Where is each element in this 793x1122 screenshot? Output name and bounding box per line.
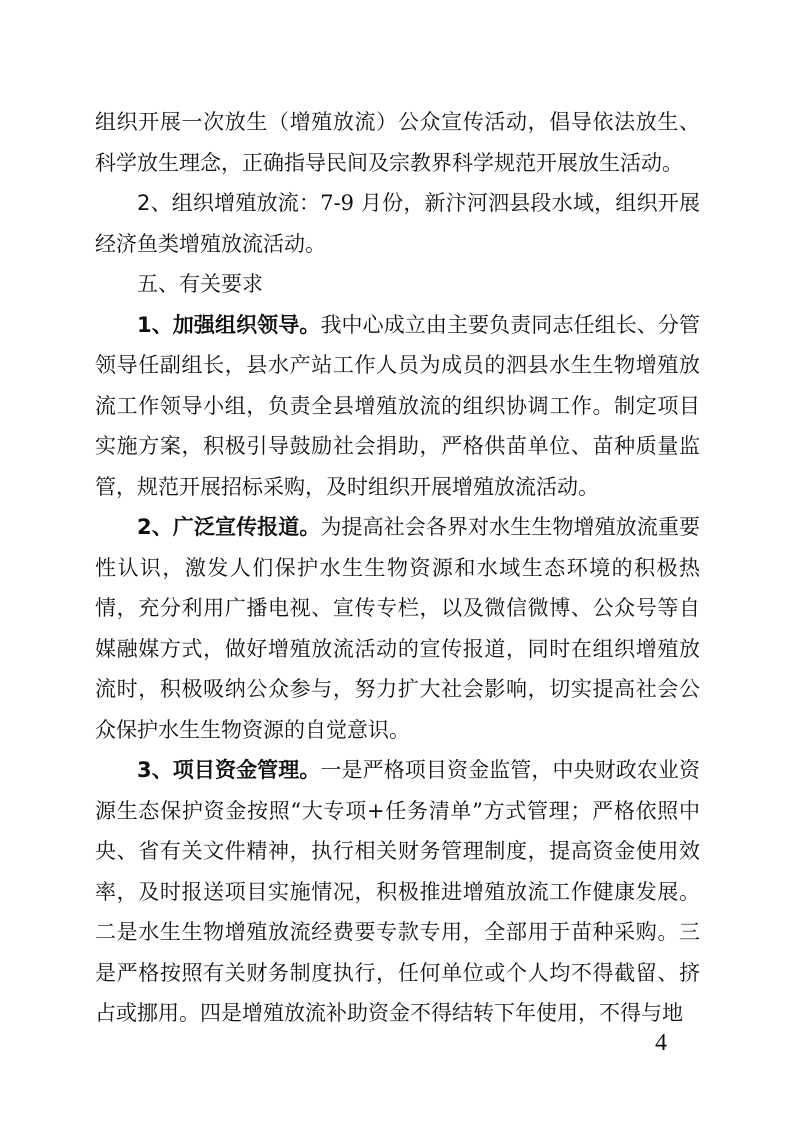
section-title-requirements (95, 264, 700, 305)
paragraph-funding-body: 一是严格项目资金监管，中央财政农业资源生态保护资金按照“大专项+任务清单”方式管理；严格依照中央、省有关文件精神，执行相关财务管理制度，提高资金使用效率，及时报送项目实施情况，积极推进增殖放流工作健康发展。二是水生生物增殖放流经费要专款专用，全部用于苗种采购。三是严格按照有关财务制度执行，任何单位或个人均不得截留、挤占或挪用。四是增殖放流补助资金不得结转下年使用，不得与地 (95, 758, 700, 1025)
page-number: 4 (655, 1030, 667, 1056)
paragraph-publicity-body: 为提高社会各界对水生生物增殖放流重要性认识，激发人们保护水生生物资源和水域生态环境的积极热情，充分利用广播电视、宣传专栏，以及微信微博、公众号等自媒融媒方式，做好增殖放流活动的宣传报道，同时在组织增殖放流时，积极吸纳公众参与，努力扩大社会影响，切实提高社会公众保护水生生物资源的自觉意识。 (95, 515, 700, 742)
paragraph-leadership-body: 我中心成立由主要负责同志任组长、分管领导任副组长，县水产站工作人员为成员的泗县水生生物增殖放流工作领导小组，负责全县增殖放流的组织协调工作。制定项目实施方案，积极引导鼓励社会捐助，严格供苗单位、苗种质量监管，规范开展招标采购，及时组织开展增殖放流活动。 (95, 312, 700, 499)
paragraph-release (95, 183, 700, 264)
section-title-text: 五、有关要求 (137, 272, 263, 296)
paragraph-funding (95, 750, 700, 1034)
paragraph-release-lead: 2、组织增殖放流 (137, 191, 300, 215)
paragraph-intro-text: 组织开展一次放生（增殖放流）公众宣传活动，倡导依法放生、科学放生理念，正确指导民间及宗教界科学规范开展放生活动。 (95, 110, 700, 175)
paragraph-intro (95, 102, 700, 183)
paragraph-leadership (95, 305, 700, 508)
paragraph-leadership-lead: 1、加强组织领导。 (137, 312, 321, 337)
paragraph-release-body: ：7-9 月份，新汴河泗县段水域，组织开展经济鱼类增殖放流活动。 (95, 191, 700, 256)
paragraph-funding-lead: 3、项目资金管理。 (137, 758, 321, 782)
paragraph-publicity-lead: 2、广泛宣传报道。 (137, 515, 321, 539)
paragraph-publicity (95, 507, 700, 750)
document-body (95, 102, 700, 1034)
